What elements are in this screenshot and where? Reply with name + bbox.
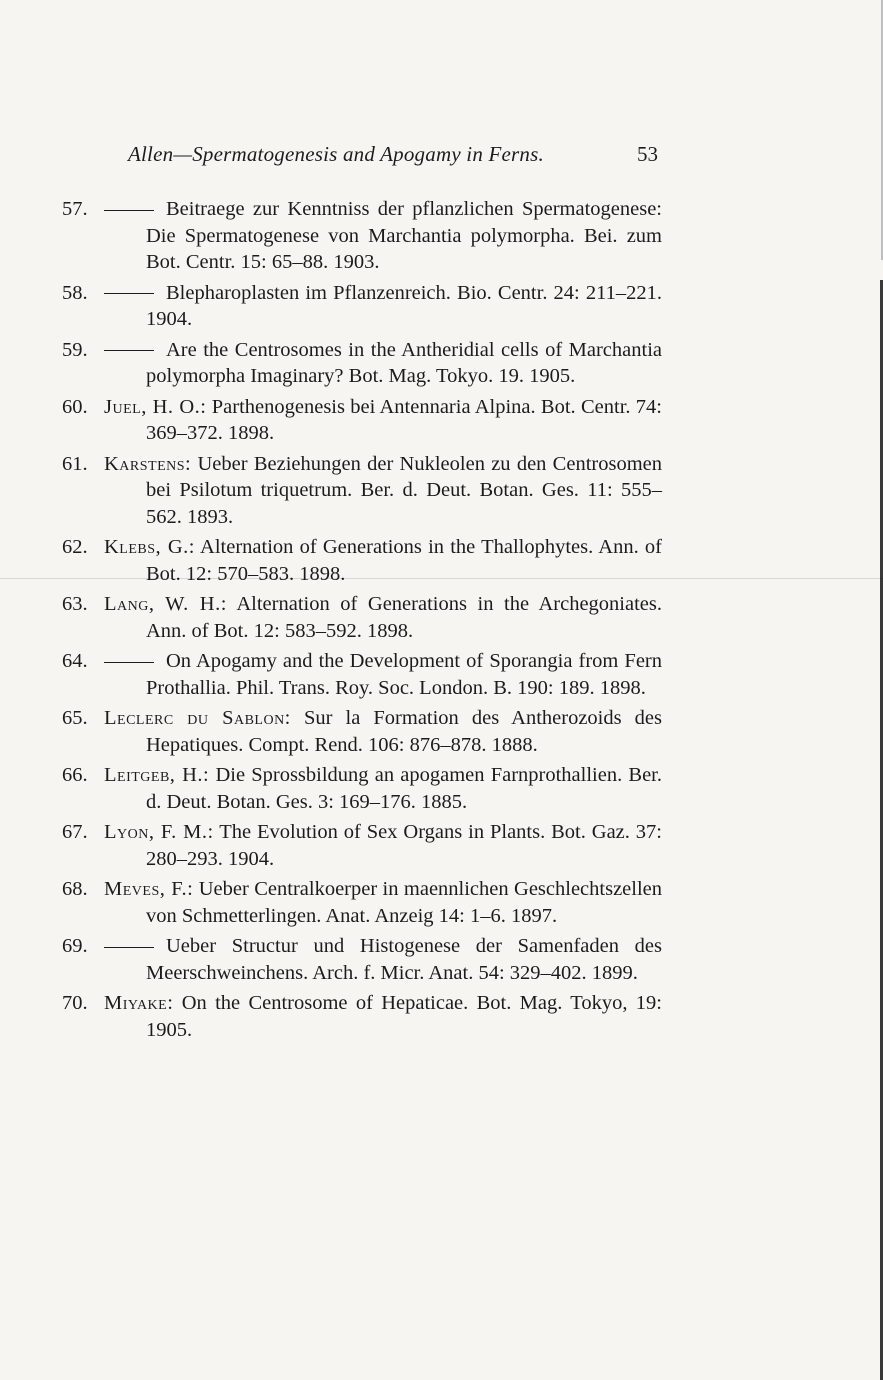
reference-author: Leitgeb, H.: [104,764,210,786]
reference-text: Blepharoplasten im Pflanzenreich. Bio. Centr. 24: 211–221. 1904. [146,281,662,330]
reference-number: 64. [62,650,88,672]
reference-text: Are the Centrosomes in the Antheridial cells of Marchantia polymorpha Imaginary? Bot. Mag. Tokyo. 19. 1905. [146,338,662,387]
reference-author: Lang, W. H.: [104,593,227,615]
reference-text: On Apogamy and the Development of Sporangia from Fern Prothallia. Phil. Trans. Roy. Soc. London. B. 190: 189. 1898. [146,650,662,699]
page-header [128,142,658,172]
reference-item [62,451,662,531]
reference-number: 63. [62,593,88,615]
reference-author: Leclerc du Sablon: [104,707,291,729]
reference-item [62,196,662,276]
reference-item [62,534,662,587]
reference-item [62,648,662,701]
ditto-dash [104,350,154,351]
reference-item [62,990,662,1043]
reference-number: 61. [62,452,88,475]
reference-number: 69. [62,935,88,957]
reference-number: 68. [62,878,88,900]
reference-number: 57. [62,198,88,220]
reference-text: The Evolution of Sex Organs in Plants. Bot. Gaz. 37: 280–293. 1904. [146,821,662,870]
reference-item [62,337,662,390]
reference-author: Miyake: [104,992,174,1014]
reference-author: Meves, F.: [104,878,194,900]
reference-text: Ueber Structur und Histogenese der Samenfaden des Meerschweinchens. Arch. f. Micr. Anat. 54: 329–402. 1899. [146,935,662,984]
reference-author: Juel, H. O.: [104,395,207,418]
reference-number: 67. [62,821,88,843]
reference-number: 65. [62,707,88,729]
reference-text: Sur la Formation des Antherozoids des Hepatiques. Compt. Rend. 106: 876–878. 1888. [146,707,663,756]
reference-number: 58. [62,281,88,304]
reference-number: 60. [62,395,88,418]
reference-number: 59. [62,338,88,361]
reference-item [62,876,662,929]
running-title: Allen—Spermatogenesis and Apogamy in Ferns. [128,142,544,166]
reference-text: Alternation of Generations in the Archegoniates. Ann. of Bot. 12: 583–592. 1898. [146,593,662,642]
reference-text: Alternation of Generations in the Thallophytes. Ann. of Bot. 12: 570–583. 1898. [146,536,662,585]
reference-text: Beitraege zur Kenntniss der pflanzlichen Spermatogenese: Die Spermatogenese von Marchantia polymorpha. Bei. zum Bot. Centr. 15: 65–88. 1903. [146,198,662,273]
reference-text: Parthenogenesis bei Antennaria Alpina. Bot. Centr. 74: 369–372. 1898. [146,395,663,444]
reference-list [62,196,662,1047]
ditto-dash [104,947,154,948]
reference-number: 66. [62,764,88,786]
reference-item [62,394,662,447]
reference-author: Karstens: [104,452,192,475]
reference-text: Ueber Beziehungen der Nukleolen zu den Centrosomen bei Psilotum triquetrum. Ber. d. Deut. Botan. Ges. 11: 555–562. 1893. [146,452,662,528]
reference-text: On the Centrosome of Hepaticae. Bot. Mag. Tokyo, 19: 1905. [146,992,663,1041]
reference-number: 62. [62,536,88,558]
reference-author: Klebs, G.: [104,536,195,558]
ditto-dash [104,293,154,294]
reference-text: Die Sprossbildung an apogamen Farnprothallien. Ber. d. Deut. Botan. Ges. 3: 169–176. 1885. [146,764,663,813]
ditto-dash [104,210,154,211]
reference-item [62,705,662,758]
reference-author: Lyon, F. M.: [104,821,214,843]
reference-item [62,819,662,872]
reference-item [62,933,662,986]
reference-item [62,591,662,644]
reference-item [62,762,662,815]
page-number: 53 [637,142,658,166]
reference-number: 70. [62,992,88,1014]
reference-text: Ueber Centralkoerper in maennlichen Geschlechtszellen von Schmetterlingen. Anat. Anzeig 14: 1–6. 1897. [146,878,663,927]
reference-item [62,280,662,333]
ditto-dash [104,662,154,663]
